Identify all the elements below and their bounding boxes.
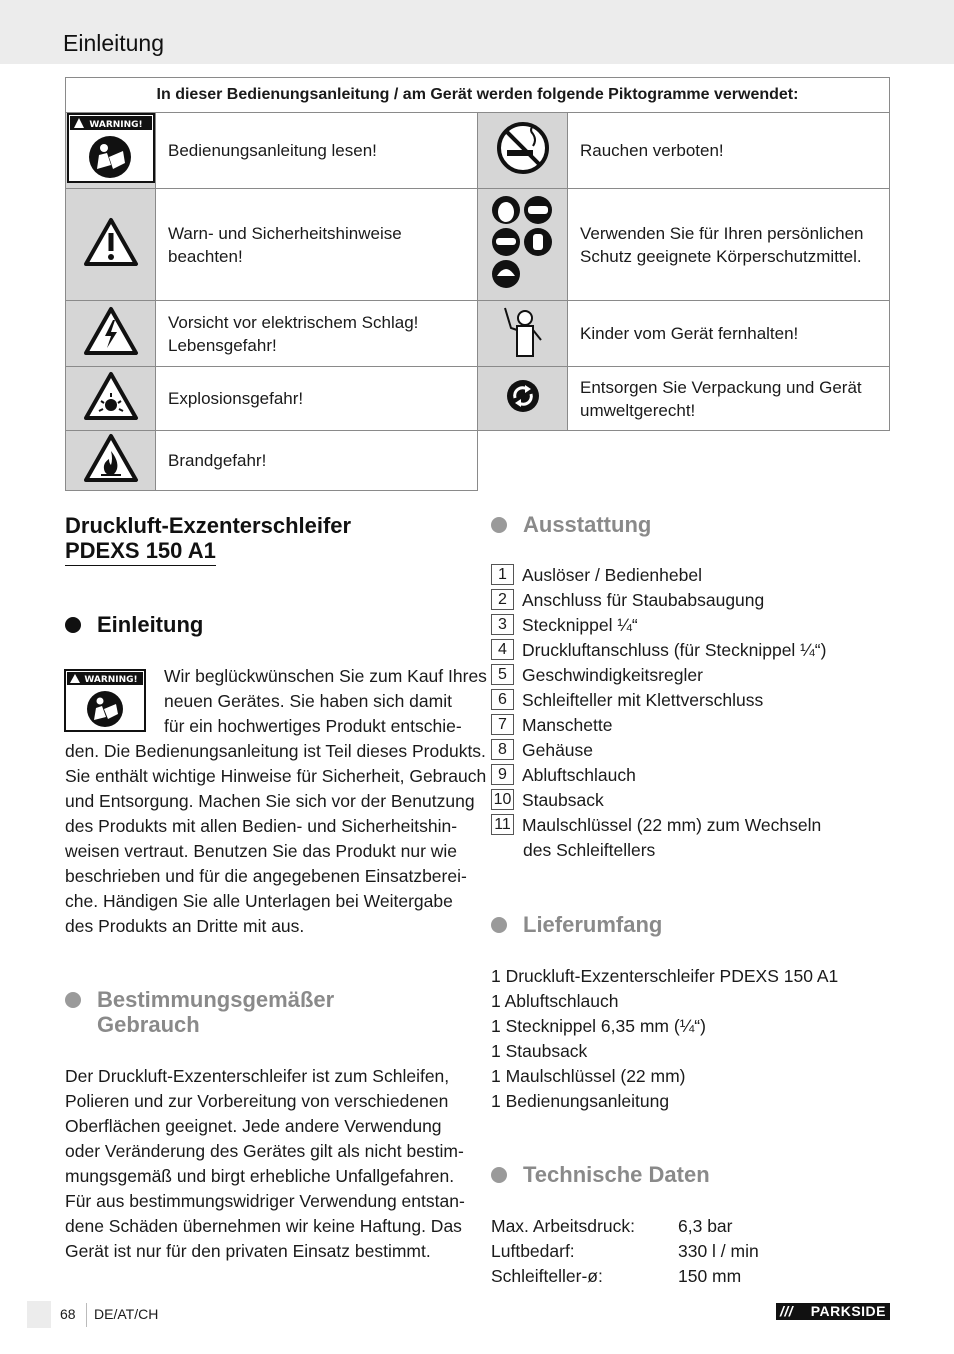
list-item	[491, 639, 826, 661]
item-number: 11	[491, 814, 514, 835]
spec-label: Schleifteller-ø:	[491, 1266, 603, 1286]
list-item	[491, 789, 604, 811]
text-line: weisen vertraut. Benutzen Sie das Produkt nur wie	[65, 841, 458, 861]
no-smoking-icon	[495, 120, 551, 176]
list-item: 1 Stecknippel 6,35 mm (¼“)	[491, 1016, 706, 1036]
pictogram-text: Brandgefahr!	[156, 431, 478, 491]
pictogram-text: Verwenden Sie für Ihren persönlichen Schutz geeignete Körperschutzmittel.	[568, 189, 890, 301]
bullet-icon	[491, 1167, 507, 1183]
item-number: 8	[491, 739, 514, 760]
item-number: 6	[491, 689, 514, 710]
spec-value: 150 mm	[678, 1266, 742, 1286]
item-number: 9	[491, 764, 514, 785]
list-item	[491, 564, 702, 586]
text-line: und Entsorgung. Machen Sie sich vor der Benutzung	[65, 791, 475, 811]
pictogram-cell	[66, 301, 156, 367]
footer-box	[27, 1301, 51, 1328]
pictogram-cell	[478, 113, 568, 189]
text-line: den. Die Bedienungsanleitung ist Teil dieses Produkts.	[65, 741, 486, 761]
text-line: beschrieben und für die angegebenen Einsatzberei-	[65, 866, 467, 886]
item-text: Abluftschlauch	[522, 765, 636, 785]
bullet-icon	[491, 517, 507, 533]
footer-divider	[86, 1303, 87, 1327]
warning-label: WARNING!	[84, 675, 138, 685]
explosion-icon	[83, 371, 139, 421]
pictogram-text: Kinder vom Gerät fernhalten!	[568, 301, 890, 367]
spec-row	[491, 1264, 742, 1289]
spec-value: 330 l / min	[678, 1241, 759, 1261]
list-item: 1 Druckluft-Exzenterschleifer PDEXS 150 A1	[491, 966, 839, 986]
pictogram-cell	[66, 431, 156, 491]
text-line: für ein hochwertiges Produkt entschie-	[164, 716, 462, 736]
recycling-icon	[505, 378, 541, 414]
pictogram-cell	[478, 189, 568, 301]
item-text: Anschluss für Staubabsaugung	[522, 590, 765, 610]
spec-label: Luftbedarf:	[491, 1241, 575, 1261]
list-item: 1 Bedienungsanleitung	[491, 1091, 670, 1111]
list-item-continuation: des Schleiftellers	[523, 840, 656, 860]
keep-children-away-icon	[501, 304, 545, 358]
product-title-line: Druckluft-Exzenterschleifer	[65, 513, 352, 538]
item-number: 2	[491, 589, 514, 610]
pictogram-text: Bedienungsanleitung lesen!	[156, 113, 478, 189]
pictogram-text: Entsorgen Sie Verpackung und Gerät umweltgerecht!	[568, 367, 890, 431]
list-item	[491, 714, 612, 736]
electric-shock-icon	[83, 306, 139, 356]
list-item: 1 Abluftschlauch	[491, 991, 619, 1011]
pictogram-text: Warn- und Sicherheitshinweise beachten!	[156, 189, 478, 301]
empty-cell	[478, 431, 890, 491]
einleitung-heading: Einleitung	[97, 612, 204, 637]
item-number: 7	[491, 714, 514, 735]
spec-row	[491, 1214, 733, 1239]
heading-line: Bestimmungsgemäßer	[97, 987, 335, 1012]
pictogram-cell	[66, 113, 156, 189]
warning-triangle-icon	[83, 217, 139, 267]
item-text: Druckluftanschluss (für Stecknippel ¼“)	[522, 640, 827, 660]
ausstattung-heading: Ausstattung	[523, 512, 652, 537]
read-manual-icon	[67, 113, 155, 183]
page-number: 68	[60, 1306, 76, 1322]
text-line: Der Druckluft-Exzenterschleifer ist zum Schleifen,	[65, 1066, 450, 1086]
pictogram-cell	[66, 367, 156, 431]
text-line: oder Veränderung des Gerätes gilt als nicht bestim-	[65, 1141, 464, 1161]
item-text: Geschwindigkeitsregler	[522, 665, 703, 685]
text-line: des Produkts an Dritte mit aus.	[65, 916, 305, 936]
item-text: Auslöser / Bedienhebel	[522, 565, 702, 585]
fire-icon	[83, 433, 139, 483]
spec-value: 6,3 bar	[678, 1216, 733, 1236]
item-text: Stecknippel ¼“	[522, 615, 638, 635]
bullet-icon	[65, 617, 81, 633]
text-line: Sie enthält wichtige Hinweise für Sicherheit, Gebrauch	[65, 766, 487, 786]
technische-daten-heading: Technische Daten	[523, 1162, 710, 1187]
heading-line: Gebrauch	[97, 1012, 200, 1037]
text-line: che. Händigen Sie alle Unterlagen bei Weitergabe	[65, 891, 453, 911]
read-manual-icon	[64, 669, 146, 732]
pictogram-text: Explosionsgefahr!	[156, 367, 478, 431]
warning-label: WARNING!	[88, 120, 143, 130]
text-line: neuen Gerätes. Sie haben sich damit	[164, 691, 452, 711]
item-number: 5	[491, 664, 514, 685]
pictogram-table-caption: In dieser Bedienungsanleitung / am Gerät werden folgende Piktogramme verwendet:	[66, 78, 890, 113]
list-item	[491, 814, 821, 836]
product-title	[65, 513, 351, 563]
item-number: 10	[491, 789, 514, 810]
lieferumfang-heading: Lieferumfang	[523, 912, 663, 937]
text-line: Wir beglückwünschen Sie zum Kauf Ihres	[164, 666, 487, 686]
language-code: DE/AT/CH	[94, 1306, 159, 1322]
spec-row	[491, 1239, 759, 1264]
spec-label: Max. Arbeitsdruck:	[491, 1216, 635, 1236]
text-line: dene Schäden übernehmen wir keine Haftung. Das	[65, 1216, 462, 1236]
product-model: PDEXS 150 A1	[65, 538, 216, 566]
pictogram-cell	[478, 301, 568, 367]
pictogram-cell	[66, 189, 156, 301]
list-item	[491, 689, 763, 711]
gebrauch-heading	[97, 987, 334, 1037]
item-text: Schleifteller mit Klettverschluss	[522, 690, 764, 710]
pictogram-text: Rauchen verboten!	[568, 113, 890, 189]
item-text: Maulschlüssel (22 mm) zum Wechseln	[522, 815, 822, 835]
text-line: mungsgemäß und birgt erhebliche Unfallgefahren.	[65, 1166, 455, 1186]
item-number: 1	[491, 564, 514, 585]
item-number: 3	[491, 614, 514, 635]
brand-stripes: ///	[780, 1303, 794, 1319]
list-item	[491, 739, 593, 761]
protective-equipment-icon	[490, 194, 556, 290]
item-number: 4	[491, 639, 514, 660]
brand-logo	[776, 1303, 890, 1320]
list-item: 1 Maulschlüssel (22 mm)	[491, 1066, 686, 1086]
brand-name: PARKSIDE	[810, 1303, 886, 1319]
bullet-icon	[65, 992, 81, 1008]
text-line: Für aus bestimmungswidriger Verwendung entstan-	[65, 1191, 465, 1211]
list-item	[491, 614, 638, 636]
pictogram-cell	[478, 367, 568, 431]
item-text: Gehäuse	[522, 740, 594, 760]
item-text: Manschette	[522, 715, 613, 735]
list-item	[491, 664, 703, 686]
item-text: Staubsack	[522, 790, 604, 810]
text-line: Gerät ist nur für den privaten Einsatz bestimmt.	[65, 1241, 431, 1261]
pictogram-table	[65, 77, 890, 491]
text-line: Polieren und zur Vorbereitung von verschiedenen	[65, 1091, 449, 1111]
text-line: Oberflächen geeignet. Jede andere Verwendung	[65, 1116, 442, 1136]
page-title: Einleitung	[63, 30, 165, 56]
list-item	[491, 589, 764, 611]
pictogram-text: Vorsicht vor elektrischem Schlag! Lebensgefahr!	[156, 301, 478, 367]
text-line: des Produkts mit allen Bedien- und Sicherheitshin-	[65, 816, 458, 836]
list-item	[491, 764, 636, 786]
list-item: 1 Staubsack	[491, 1041, 588, 1061]
bullet-icon	[491, 917, 507, 933]
